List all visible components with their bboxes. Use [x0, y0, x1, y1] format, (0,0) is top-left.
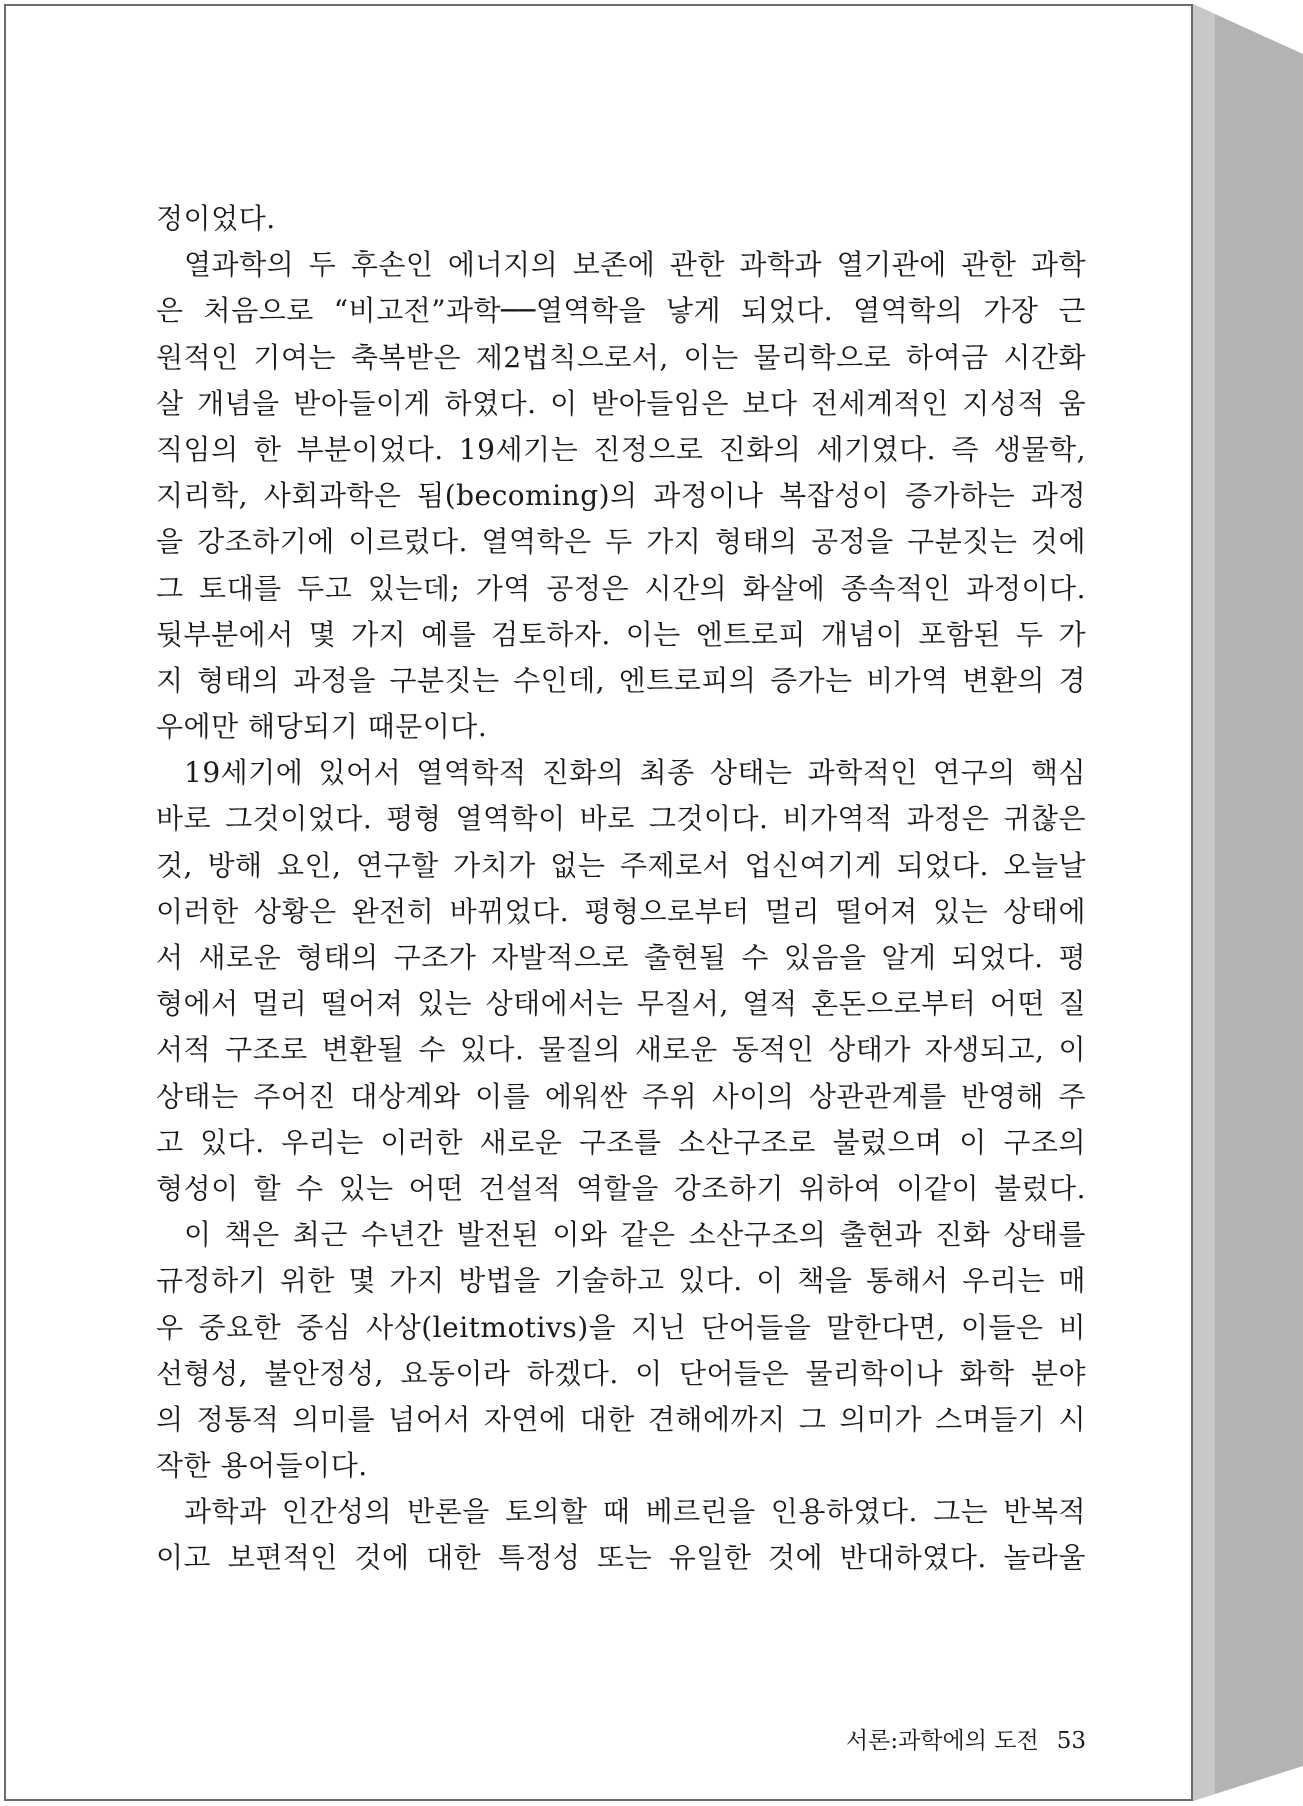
body-text: [156, 196, 1086, 1582]
text-line: 형성이 할 수 있는 어떤 건설적 역할을 강조하기 위하여 이같이 불렀다.: [156, 1171, 1086, 1205]
running-head: 서론:과학에의 도전: [845, 1728, 1039, 1754]
text-line: 고 있다. 우리는 이러한 새로운 구조를 소산구조로 불렀으며 이 구조의: [156, 1125, 1086, 1159]
text-line: 의 정통적 의미를 넘어서 자연에 대한 견해에까지 그 의미가 스며들기 시: [156, 1402, 1086, 1436]
text-line: 직임의 한 부분이었다. 19세기는 진정으로 진화의 세기였다. 즉 생물학,: [156, 432, 1086, 466]
page-footer: [806, 1722, 1086, 1755]
text-line: 지리학, 사회과학은 됨(becoming)의 과정이나 복잡성이 증가하는 과정: [156, 479, 1086, 513]
text-line: 것, 방해 요인, 연구할 가치가 없는 주제로서 업신여기게 되었다. 오늘날: [156, 848, 1086, 882]
book-page: [4, 4, 1193, 1801]
text-line: 열과학의 두 후손인 에너지의 보존에 관한 과학과 열기관에 관한 과학: [184, 248, 1086, 282]
text-line: 우 중요한 중심 사상(leitmotivs)을 지닌 단어들을 말한다면, 이들은 비: [156, 1310, 1086, 1344]
text-line: 규정하기 위한 몇 가지 방법을 기술하고 있다. 이 책을 통해서 우리는 매: [156, 1264, 1086, 1298]
text-line: 형에서 멀리 떨어져 있는 상태에서는 무질서, 열적 혼돈으로부터 어떤 질: [156, 987, 1086, 1021]
text-line: 정이었다.: [156, 202, 276, 235]
text-line: 선형성, 불안정성, 요동이라 하겠다. 이 단어들은 물리학이나 화학 분야: [156, 1356, 1086, 1390]
text-line: 이고 보편적인 것에 대한 특정성 또는 유일한 것에 반대하였다. 놀라울: [156, 1541, 1086, 1575]
text-line: 그 토대를 두고 있는데; 가역 공정은 시간의 화살에 종속적인 과정이다.: [156, 571, 1086, 605]
text-line: 이 책은 최근 수년간 발전된 이와 같은 소산구조의 출현과 진화 상태를: [184, 1218, 1086, 1252]
text-line: 상태는 주어진 대상계와 이를 에워싼 주위 사이의 상관관계를 반영해 주: [156, 1079, 1086, 1113]
text-line: 이러한 상황은 완전히 바뀌었다. 평형으로부터 멀리 떨어져 있는 상태에: [156, 894, 1086, 928]
page-number: 53: [1056, 1728, 1086, 1754]
text-line: 살 개념을 받아들이게 하였다. 이 받아들임은 보다 전세계적인 지성적 움: [156, 386, 1086, 420]
text-line: 을 강조하기에 이르렀다. 열역학은 두 가지 형태의 공정을 구분짓는 것에: [156, 525, 1086, 559]
text-line: 원적인 기여는 축복받은 제2법칙으로서, 이는 물리학으로 하여금 시간화: [156, 340, 1086, 374]
text-line: 서 새로운 형태의 구조가 자발적으로 출현될 수 있음을 알게 되었다. 평: [156, 941, 1086, 974]
text-line: 19세기에 있어서 열역학적 진화의 최종 상태는 과학적인 연구의 핵심: [184, 756, 1086, 790]
text-line: 과학과 인간성의 반론을 토의할 때 베르린을 인용하였다. 그는 반복적: [184, 1495, 1086, 1529]
text-line: 바로 그것이었다. 평형 열역학이 바로 그것이다. 비가역적 과정은 귀찮은: [156, 802, 1086, 836]
text-line: 우에만 해당되기 때문이다.: [156, 710, 488, 744]
text-line: 서적 구조로 변환될 수 있다. 물질의 새로운 동적인 상태가 자생되고, 이: [156, 1033, 1086, 1067]
text-line: 지 형태의 과정을 구분짓는 수인데, 엔트로피의 증가는 비가역 변환의 경: [156, 663, 1086, 697]
text-line: 작한 용어들이다.: [156, 1449, 368, 1483]
text-line: 뒷부분에서 몇 가지 예를 검토하자. 이는 엔트로피 개념이 포함된 두 가: [156, 617, 1086, 651]
text-line: 은 처음으로 “비고전”과학──열역학을 낳게 되었다. 열역학의 가장 근: [156, 294, 1086, 328]
